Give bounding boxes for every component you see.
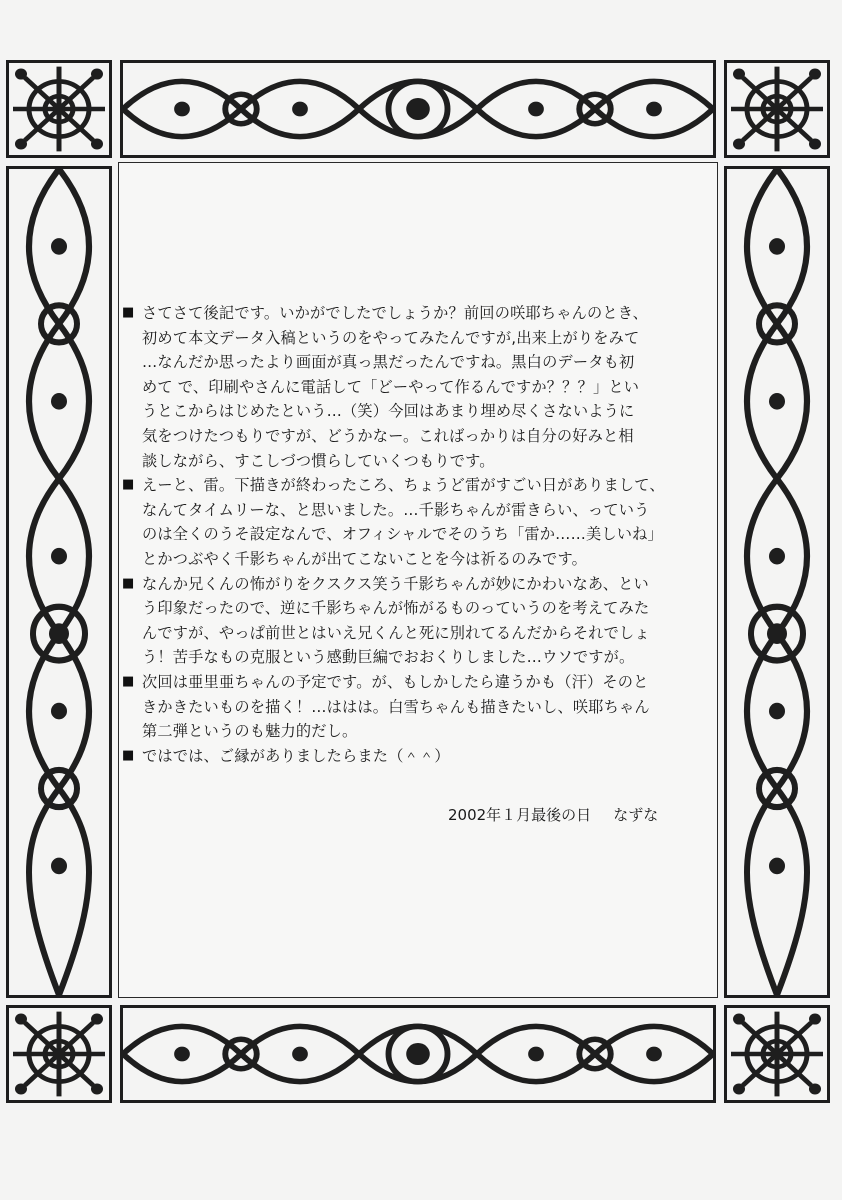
bullet-icon: ■: [122, 477, 135, 493]
entry-line: とかつぶやく千影ちゃんが出てこないことを今は祈るのみです。: [142, 549, 588, 568]
corner-ornament-bottom-right: [724, 1005, 830, 1103]
entry-line: んですが、やっぱ前世とはいえ兄くんと死に別れてるんだからそれでしょ: [142, 623, 650, 642]
bullet-icon: ■: [122, 305, 135, 320]
entry-line: なんか兄くんの怖がりをクスクス笑う千影ちゃんが妙にかわいなあ、とい: [142, 574, 649, 593]
entry-2: [122, 473, 722, 571]
entry-line: めて で、印刷やさんに電話して「どーやって作るんですか？？？」とい: [142, 377, 640, 396]
entry-5: [122, 744, 722, 769]
corner-ornament-bottom-left: [6, 1005, 112, 1103]
entry-line: 次回は亜里亜ちゃんの予定です。が、もしかしたら違うかも（汗）そのと: [142, 672, 649, 691]
entry-line: うとこからはじめたという…（笑）今回はあまり埋め尽くさないように: [142, 402, 635, 421]
entry-line: 初めて本文データ入稿というのをやってみたんですが,出来上がりをみて: [142, 328, 640, 347]
bullet-icon: ■: [122, 673, 135, 689]
entry-3: [122, 572, 722, 670]
top-ornament-band: [120, 60, 716, 158]
signature: [448, 804, 658, 825]
entry-line: 談しながら、すこしづつ慣らしていくつもりです。: [142, 451, 495, 470]
entry-line: のは全くのうそ設定なんで、オフィシャルでそのうち「雷か……美しいね」: [142, 525, 663, 544]
entry-line: 第二弾というのも魅力的だし。: [142, 722, 358, 741]
entry-line: う印象だったので、逆に千影ちゃんが怖がるものっていうのを考えてみた: [142, 599, 650, 618]
signature-date: 2002年１月最後の日: [448, 806, 592, 824]
entry-line: 気をつけたつもりですが、どうかなー。こればっかりは自分の好みと相: [142, 426, 634, 445]
bullet-icon: ■: [122, 747, 135, 763]
right-ornament-band: [724, 166, 830, 998]
signature-author: なずな: [613, 806, 659, 824]
entry-line: えーと、雷。下描きが終わったころ、ちょうど雷がすごい日がありまして、: [142, 476, 665, 495]
entry-line: …なんだか思ったより画面が真っ黒だったんですね。黒白のデータも初: [142, 353, 635, 372]
entry-4: [122, 670, 722, 744]
bottom-ornament-band: [120, 1005, 716, 1103]
entry-line: う！苦手なもの克服という感動巨編でおおくりしました…ウソですが。: [142, 648, 635, 667]
corner-ornament-top-right: [724, 60, 830, 158]
left-ornament-band: [6, 166, 112, 998]
corner-ornament-top-left: [6, 60, 112, 158]
entry-1: [122, 301, 722, 473]
afterword-entries: [122, 301, 722, 768]
bullet-icon: ■: [122, 575, 135, 591]
entry-line: なんてタイムリーな、と思いました。…千影ちゃんが雷きらい、っていう: [142, 500, 650, 519]
entry-line: きかきたいものを描く！…ははは。白雪ちゃんも描きたいし、咲耶ちゃん: [142, 697, 650, 716]
entry-line: ではでは、ご縁がありましたらまた（＾＾）: [142, 746, 450, 765]
entry-line: さてさて後記です。いかがでしたでしょうか？前回の咲耶ちゃんのとき、: [142, 304, 648, 322]
